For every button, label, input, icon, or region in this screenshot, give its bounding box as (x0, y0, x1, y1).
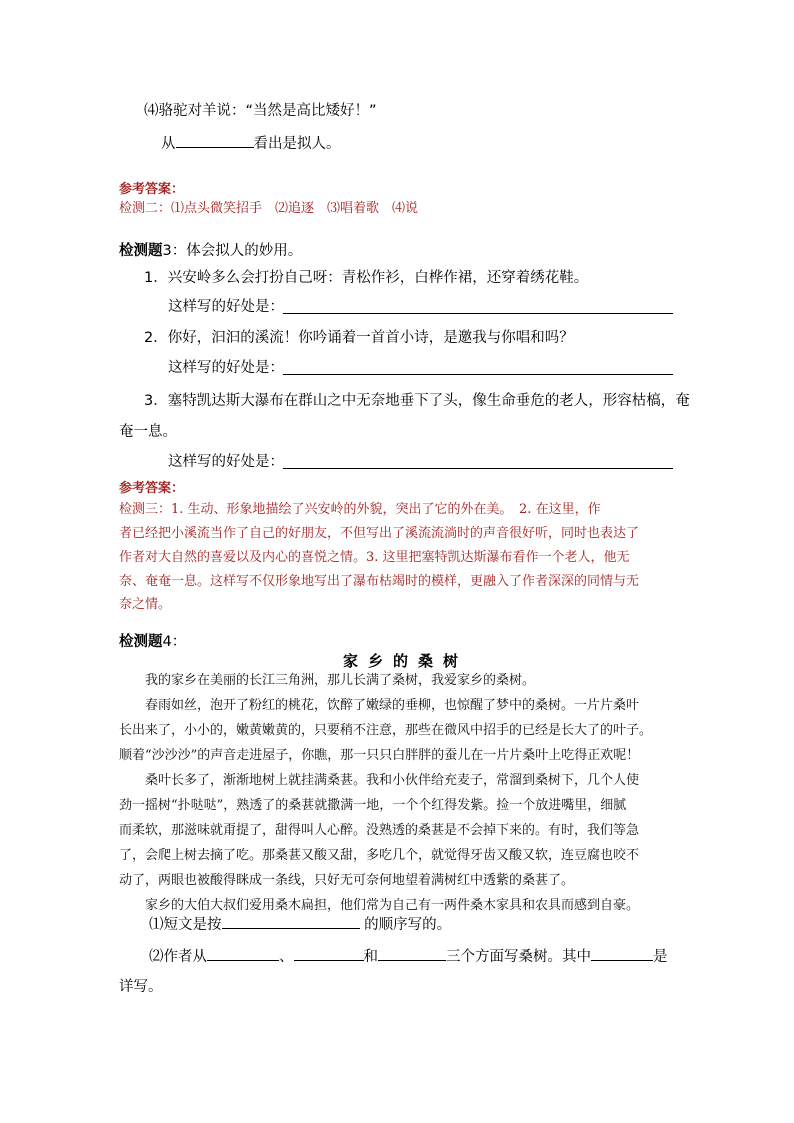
test3-answer-line: 奈、奄奄一息。这样写不仅形象地写出了瀑布枯竭时的模样，更融入了作者深深的同情与无 (119, 574, 640, 589)
passage-line: 春雨如丝，泡开了粉红的桃花，饮醉了嫩绿的垂柳，也惊醒了梦中的桑树。一片片桑叶 (119, 698, 640, 713)
test4-q1-blank[interactable] (222, 914, 360, 929)
passage-line: 动了，两眼也被酸得眯成一条线，只好无可奈何地望着满树红中透紫的桑葚了。 (119, 873, 575, 888)
test4-q2-mid: 三个方面写桑树。其中 (446, 949, 591, 965)
test3-answer-line: 者已经把小溪流当作了自己的好朋友，不但写出了溪流流淌时的声音很好听，同时也表达了 (119, 526, 640, 541)
passage-line: 桑叶长多了，渐渐地树上就挂满桑葚。我和小伙伴给充麦子，常溜到桑树下，几个人使 (119, 773, 640, 788)
test4-heading (119, 632, 186, 652)
test3-benefit-label-2: 这样写的好处是： (168, 360, 284, 376)
test4-q2-sep1: 、 (279, 949, 294, 965)
test3-item-2: 2．你好，汩汩的溪流！你吟诵着一首首小诗，是邀我与你唱和吗？ (144, 330, 574, 346)
passage-line: 顺着“沙沙沙”的声音走进屋子，你瞧，那一只只白胖胖的蚕儿在一片片桑叶上吃得正欢呢！ (119, 748, 640, 763)
q4-item: ⑷骆驼对羊说：“当然是高比矮好！” (144, 103, 377, 119)
test3-benefit-label-1: 这样写的好处是： (168, 299, 284, 315)
test3-answer-label: 参考答案： (119, 481, 185, 496)
passage-line: 而柔软，那滋味就甭提了，甜得叫人心醉。没熟透的桑葚是不会掉下来的。有时，我们等急 (119, 823, 640, 838)
test4-q1 (149, 914, 451, 935)
test3-item-1: 1．兴安岭多么会打扮自己呀：青松作衫，白桦作裙，还穿着绣花鞋。 (144, 270, 589, 286)
passage-line: 劲一摇树“扑哒哒”，熟透了的桑葚就撒满一地，一个个红得发紫。捡一个放进嘴里，细腻 (119, 798, 627, 813)
test3-benefit-label-3: 这样写的好处是： (168, 454, 284, 470)
test4-q2-cont: 详写。 (119, 979, 163, 995)
test3-answer-line: 奈之情。 (119, 597, 172, 612)
q4-blank[interactable] (176, 133, 254, 148)
answers2-label: 参考答案： (119, 182, 185, 197)
passage-body (119, 668, 652, 918)
test3-answer-blank-1[interactable] (283, 313, 673, 314)
test4-q1-after: 的顺序写的。 (364, 917, 452, 933)
answers2-text: 检测二：⑴点头微笑招手 ⑵追逐 ⑶唱着歌 ⑷说 (119, 201, 419, 216)
test4-q1-before: ⑴短文是按 (149, 917, 222, 933)
test4-q2-blank-3[interactable] (378, 946, 446, 961)
passage-line: 了，会爬上树去摘了吃。那桑葚又酸又甜，多吃几个，就觉得牙齿又酸又软，连豆腐也咬不 (119, 848, 640, 863)
test3-answer-line: 作者对大自然的喜爱以及内心的喜悦之情。3. 这里把塞特凯达斯瀑布看作一个老人，他无 (119, 550, 630, 565)
test4-q2-blank-1[interactable] (207, 946, 279, 961)
passage-line: 长出来了，小小的，嫩黄嫩黄的，只要稍不注意，那些在微风中招手的已经是长大了的叶子。 (119, 723, 653, 738)
passage-line: 我的家乡在美丽的长江三角洲，那儿长满了桑树，我爱家乡的桑树。 (119, 673, 536, 688)
q4-fill-line (161, 133, 341, 154)
test4-heading-bold: 检测题 (119, 634, 163, 650)
test3-heading-bold: 检测题 (119, 243, 163, 259)
test4-q2 (149, 946, 668, 967)
test4-q2-before: ⑵作者从 (149, 949, 207, 965)
passage-title: 家乡的桑树 (343, 652, 469, 670)
test3-heading (119, 241, 302, 261)
test4-q2-blank-4[interactable] (591, 946, 653, 961)
passage-line: 家乡的大伯大叔们爱用桑木扁担，他们常为自己有一两件桑木家具和农具而感到自豪。 (119, 898, 640, 913)
q4-fill-before: 从 (161, 136, 176, 152)
q4-fill-after: 看出是拟人。 (253, 136, 341, 152)
test4-q2-after: 是 (653, 949, 668, 965)
test3-item-3: 3．塞特凯达斯大瀑布在群山之中无奈地垂下了头，像生命垂危的老人，形容枯槁，奄 (144, 393, 690, 409)
test3-answer-line: 检测三：1. 生动、形象地描绘了兴安岭的外貌，突出了它的外在美。 2. 在这里，作 (119, 502, 601, 517)
test3-heading-rest: 3：体会拟人的妙用。 (162, 243, 303, 259)
test3-item-3-cont: 奄一息。 (119, 424, 177, 440)
test3-answer-blank-2[interactable] (283, 374, 673, 375)
test4-q2-blank-2[interactable] (294, 946, 364, 961)
test4-heading-rest: 4： (162, 634, 187, 650)
test4-q2-sep2: 和 (363, 949, 378, 965)
test3-answer-blank-3[interactable] (283, 468, 673, 469)
